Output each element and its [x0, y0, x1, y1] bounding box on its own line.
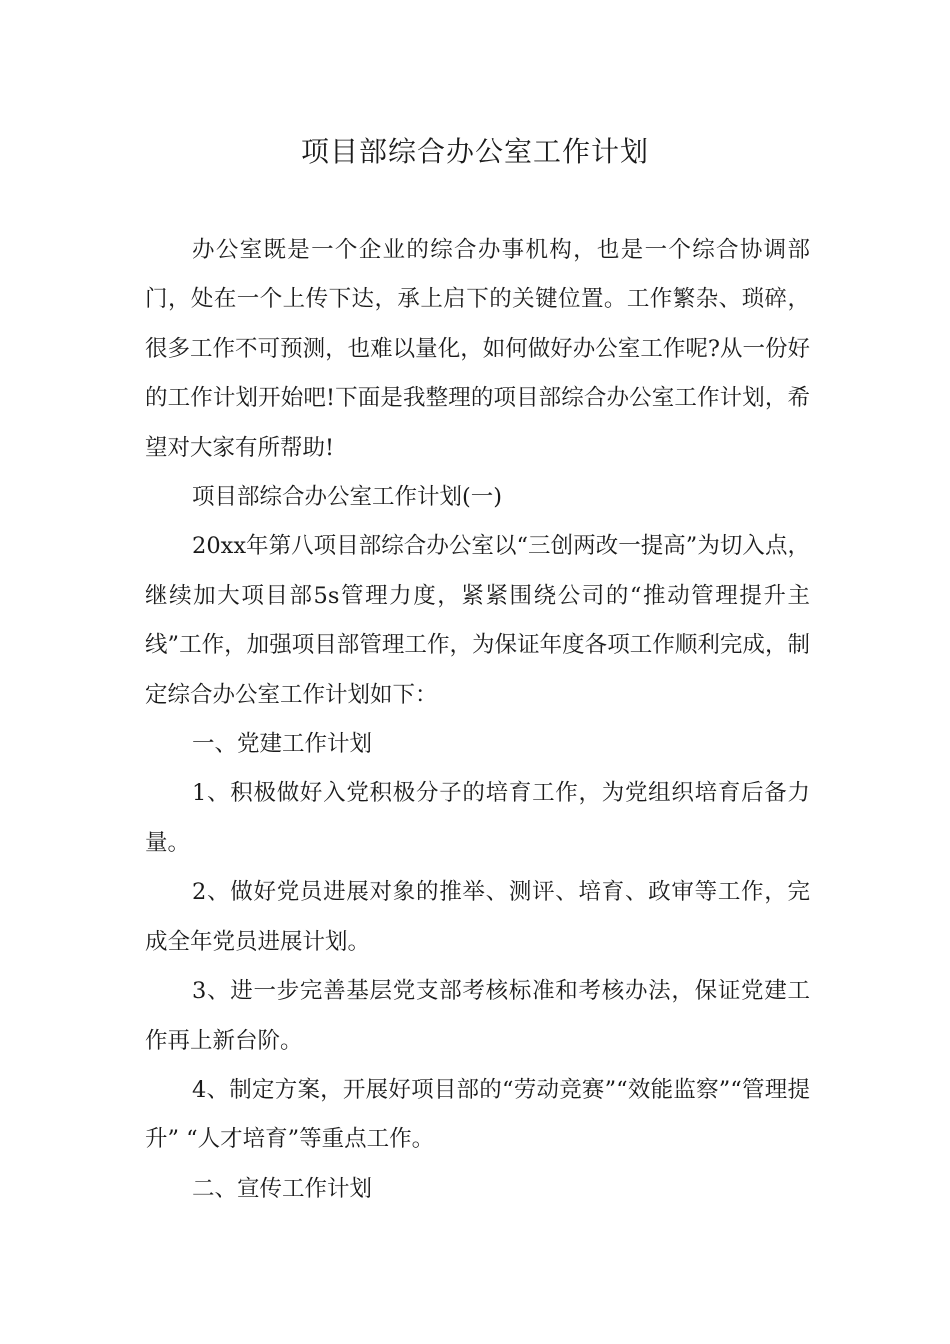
plan-subtitle: 项目部综合办公室工作计划(一) [192, 484, 503, 511]
party-item-1: 1、积极做好入党积极分子的培育工作，为党组织培育后备力量。 [145, 780, 810, 856]
document-title: 项目部综合办公室工作计划 [300, 135, 649, 168]
intro-paragraph: 办公室既是一个企业的综合办事机构，也是一个综合协调部门，处在一个上传下达，承上启下的关键位置。工作繁杂、琐碎，很多工作不可预测，也难以量化，如何做好办公室工作呢?从一份好的工作计划开始吧!下面是我整理的项目部综合办公室工作计划，希望对大家有所帮助! [145, 237, 810, 461]
party-item-3: 3、进一步完善基层党支部考核标准和考核办法，保证党建工作再上新台阶。 [145, 978, 810, 1054]
party-item-4: 4、制定方案，开展好项目部的“劳动竞赛”“效能监察”“管理提升” “人才培育”等重点工作。 [145, 1076, 810, 1153]
section-heading-party: 一、党建工作计划 [192, 731, 373, 758]
plan-overview-paragraph: 20xx年第八项目部综合办公室以“三创两改一提高”为切入点，继续加大项目部5s管理力度，紧紧围绕公司的“推动管理提升主线”工作，加强项目部管理工作，为保证年度各项工作顺利完成，制定综合办公室工作计划如下： [145, 533, 810, 708]
document-body [145, 226, 810, 1214]
section-heading-publicity: 二、宣传工作计划 [192, 1175, 373, 1202]
party-item-2: 2、做好党员进展对象的推举、测评、培育、政审等工作，完成全年党员进展计划。 [145, 879, 810, 955]
